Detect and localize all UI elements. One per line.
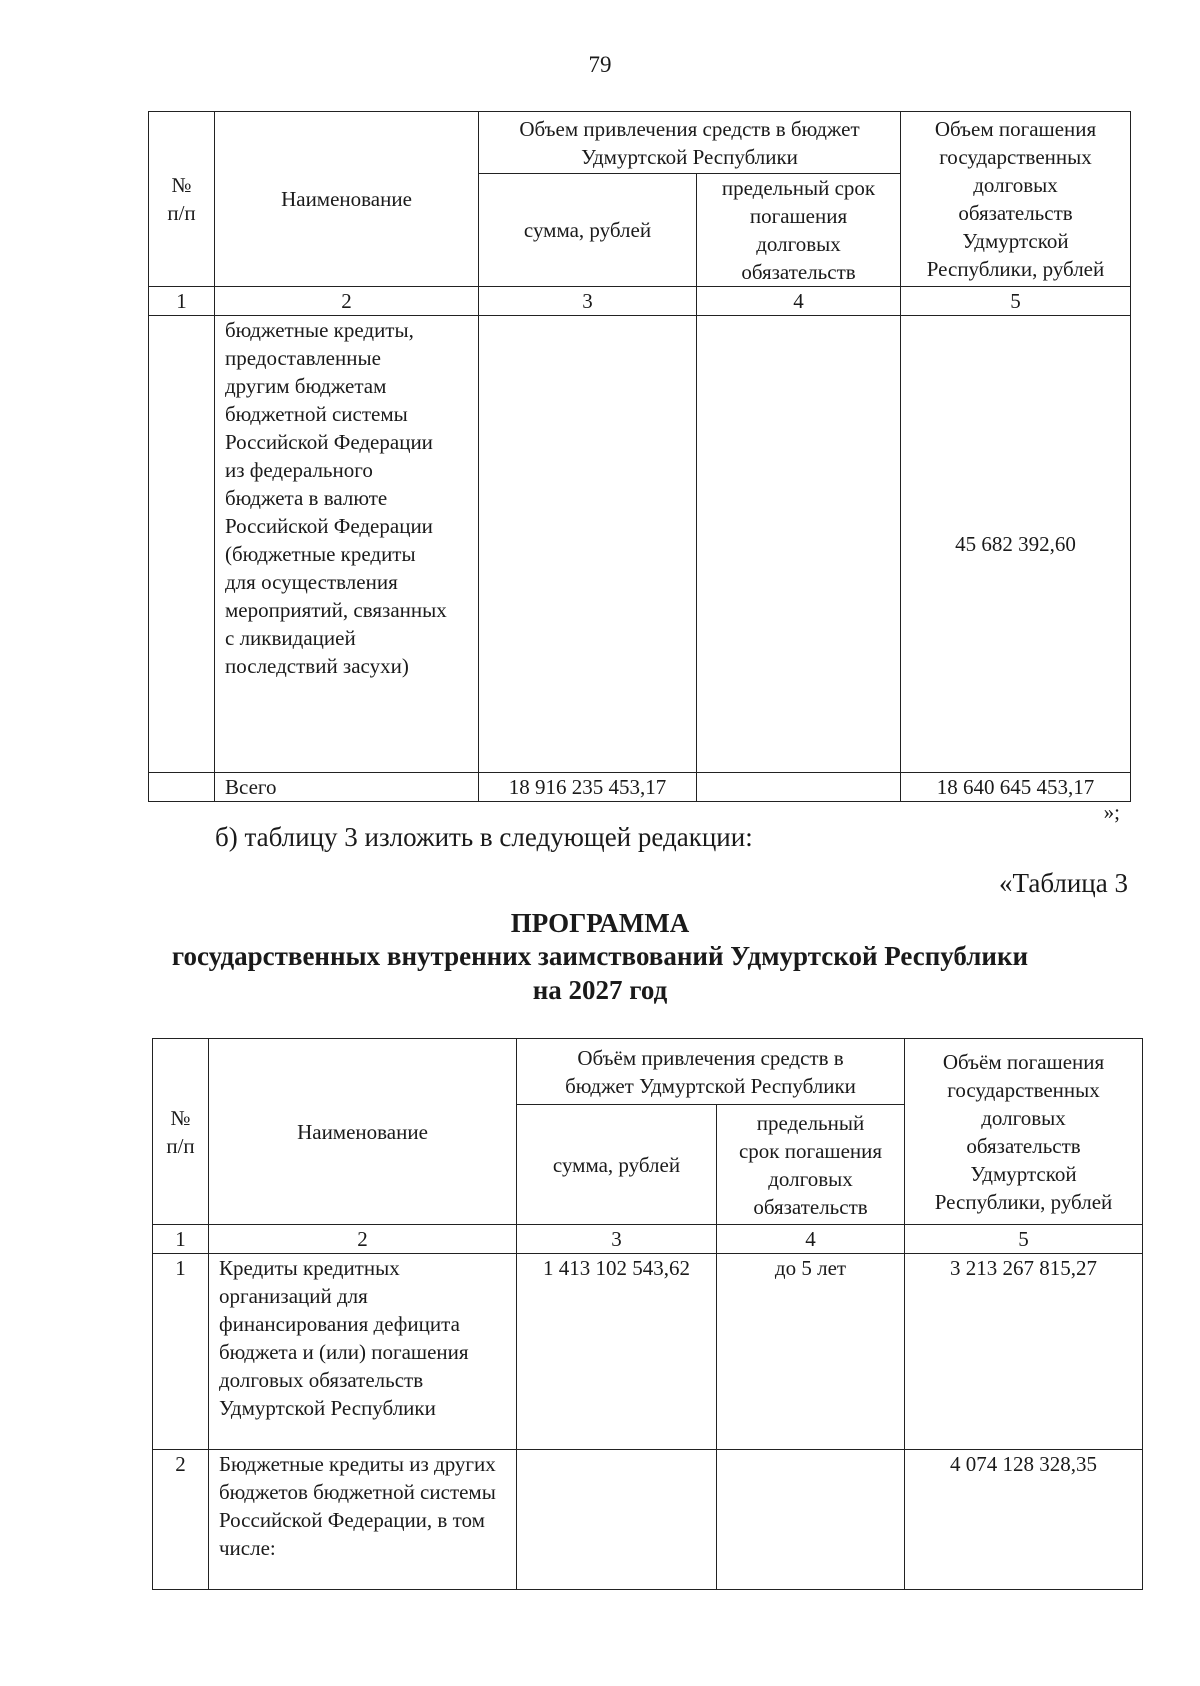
header-attraction: Объем привлечения средств в бюджет Удмуртской Республики (479, 112, 901, 174)
row-number: 2 (153, 1450, 209, 1590)
program-title: ПРОГРАММА (510, 908, 690, 938)
header-repayment-line: обязательств (958, 201, 1073, 225)
header-number-line2: п/п (167, 201, 196, 225)
header-term-line: долговых (768, 1166, 853, 1191)
row-number (149, 316, 215, 773)
column-number: 4 (717, 1225, 905, 1254)
row-term: до 5 лет (717, 1254, 905, 1450)
header-term-line: долговых (756, 232, 841, 256)
row-name: Бюджетные кредиты из других бюджетов бюджетной системы Российской Федерации, в том числе: (209, 1450, 517, 1590)
header-name: Наименование (215, 112, 479, 287)
column-number: 2 (215, 287, 479, 316)
table-row (153, 1450, 1143, 1590)
header-name: Наименование (209, 1039, 517, 1225)
borrowing-program-table (152, 1038, 1143, 1590)
header-number-line1: № (171, 173, 192, 197)
header-number (149, 112, 215, 287)
header-repayment (901, 112, 1131, 287)
header-term-line: срок погашения (738, 1138, 883, 1163)
total-number (149, 773, 215, 802)
header-repayment-line: Удмуртской (962, 229, 1069, 253)
column-number: 5 (901, 287, 1131, 316)
program-subtitle: государственных внутренних заимствований Удмуртской Республики (171, 941, 1029, 971)
total-repayment: 18 640 645 453,17 (901, 773, 1131, 802)
table-label: «Таблица 3 (999, 868, 1128, 898)
header-term (697, 174, 901, 287)
header-attraction-line: Объём привлечения средств в (577, 1045, 844, 1070)
header-term-line: погашения (749, 204, 848, 228)
header-term-line: предельный (756, 1110, 865, 1135)
header-repayment-line: государственных (939, 145, 1092, 169)
header-repayment-line: долговых (981, 1105, 1066, 1130)
row-sum (517, 1450, 717, 1590)
row-repayment: 4 074 128 328,35 (905, 1450, 1143, 1590)
row-term (697, 316, 901, 773)
row-term (717, 1450, 905, 1590)
total-label: Всего (215, 773, 479, 802)
header-repayment-line: Удмуртской (970, 1161, 1077, 1186)
header-attraction (517, 1039, 905, 1105)
column-number: 3 (517, 1225, 717, 1254)
column-number: 1 (149, 287, 215, 316)
header-term-line: предельный срок (721, 176, 876, 200)
instruction-text: б) таблицу 3 изложить в следующей редакции: (215, 822, 753, 852)
page-number: 79 (588, 52, 612, 77)
header-number-line1: № (170, 1105, 191, 1130)
column-number: 1 (153, 1225, 209, 1254)
row-name: Кредиты кредитных организаций для финансирования дефицита бюджета и (или) погашения долговых обязательств Удмуртской Республики (209, 1254, 517, 1450)
row-repayment: 3 213 267 815,27 (905, 1254, 1143, 1450)
header-repayment-line: обязательств (966, 1133, 1081, 1158)
row-sum (479, 316, 697, 773)
header-repayment-line: государственных (947, 1077, 1100, 1102)
header-term-line: обязательств (753, 1194, 868, 1219)
header-repayment-line: Республики, рублей (926, 257, 1105, 281)
row-sum: 1 413 102 543,62 (517, 1254, 717, 1450)
header-number (153, 1039, 209, 1225)
header-repayment-line: Объем погашения (934, 117, 1097, 141)
header-term-line: обязательств (741, 260, 856, 284)
total-term (697, 773, 901, 802)
header-attraction-line: бюджет Удмуртской Республики (565, 1073, 856, 1098)
header-sum: сумма, рублей (517, 1105, 717, 1225)
header-sum: сумма, рублей (479, 174, 697, 287)
total-row (149, 773, 1131, 802)
row-name: бюджетные кредиты, предоставленные другим бюджетам бюджетной системы Российской Федерации из федерального бюджета в валюте Российской Федерации (бюджетные кредиты для осуществления мероприятий, связанных с ликвидацией последствий засухи) (215, 316, 479, 773)
header-repayment-line: Объём погашения (942, 1049, 1105, 1074)
header-term (717, 1105, 905, 1225)
header-repayment-line: долговых (973, 173, 1058, 197)
table-row (153, 1254, 1143, 1450)
header-repayment (905, 1039, 1143, 1225)
row-repayment: 45 682 392,60 (901, 316, 1131, 773)
table-row (149, 316, 1131, 773)
column-number: 2 (209, 1225, 517, 1254)
column-number: 4 (697, 287, 901, 316)
row-number: 1 (153, 1254, 209, 1450)
header-repayment-line: Республики, рублей (934, 1189, 1113, 1214)
column-number: 5 (905, 1225, 1143, 1254)
program-year: на 2027 год (532, 975, 668, 1005)
borrowing-table-continued (148, 111, 1131, 802)
closing-quote: »; (1103, 800, 1120, 824)
column-number: 3 (479, 287, 697, 316)
header-number-line2: п/п (166, 1133, 195, 1158)
total-sum: 18 916 235 453,17 (479, 773, 697, 802)
